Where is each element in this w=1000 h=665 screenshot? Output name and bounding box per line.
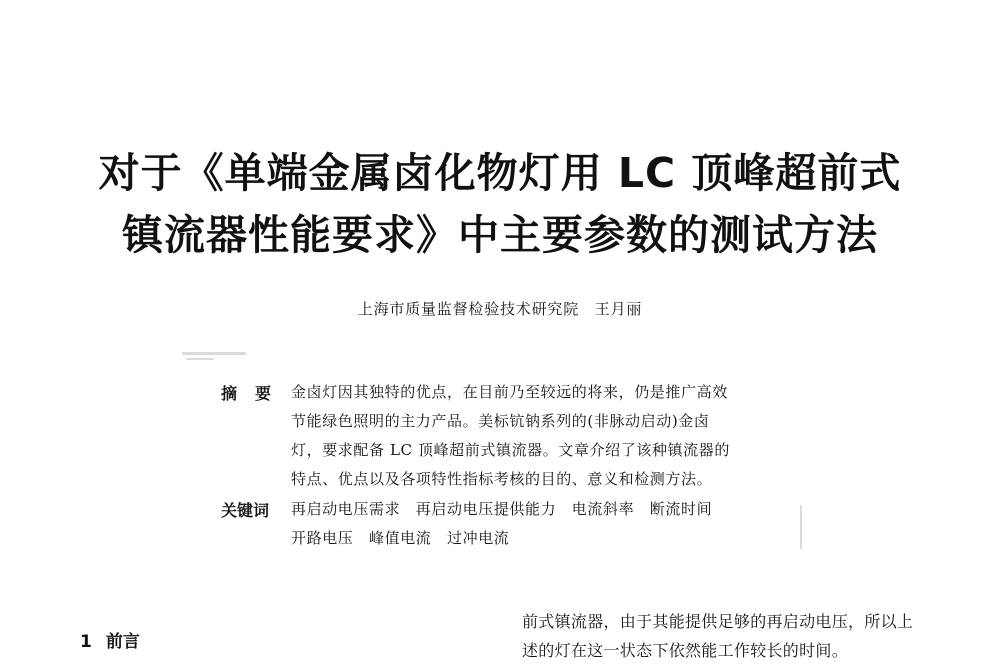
abstract-line: 节能绿色照明的主力产品。美标钪钠系列的(非脉动启动)金卤 [291,412,710,430]
section-title: 前言 [105,632,140,652]
paper-title-line-1: 对于《单端金属卤化物灯用 LC 顶峰超前式 [98,149,902,197]
keywords-label: 关键词 [221,501,270,520]
body-text-line: 述的灯在这一状态下依然能工作较长的时间。 [522,641,849,660]
scan-smudge [186,358,214,360]
abstract-line: 特点、优点以及各项特性指标考核的目的、意义和检测方法。 [291,470,713,488]
keywords-line: 开路电压 峰值电流 过冲电流 [291,529,510,547]
keywords-line: 再启动电压需求 再启动电压提供能力 电流斜率 断流时间 [291,500,713,518]
abstract-line: 金卤灯因其独特的优点，在目前乃至较远的将来，仍是推广高效 [291,383,728,401]
abstract-label: 摘要 [221,384,290,403]
abstract-line: 灯，要求配备 LC 顶峰超前式镇流器。文章介绍了该种镇流器的 [291,441,730,459]
section-heading [80,627,140,652]
author-affiliation: 上海市质量监督检验技术研究院 王月丽 [357,300,643,318]
body-text-line: 前式镇流器，由于其能提供足够的再启动电压，所以上 [522,612,914,631]
scan-smudge [182,352,246,355]
section-number: 1 [80,632,92,652]
scan-smudge [800,505,802,549]
paper-title-line-2: 镇流器性能要求》中主要参数的测试方法 [122,211,878,259]
